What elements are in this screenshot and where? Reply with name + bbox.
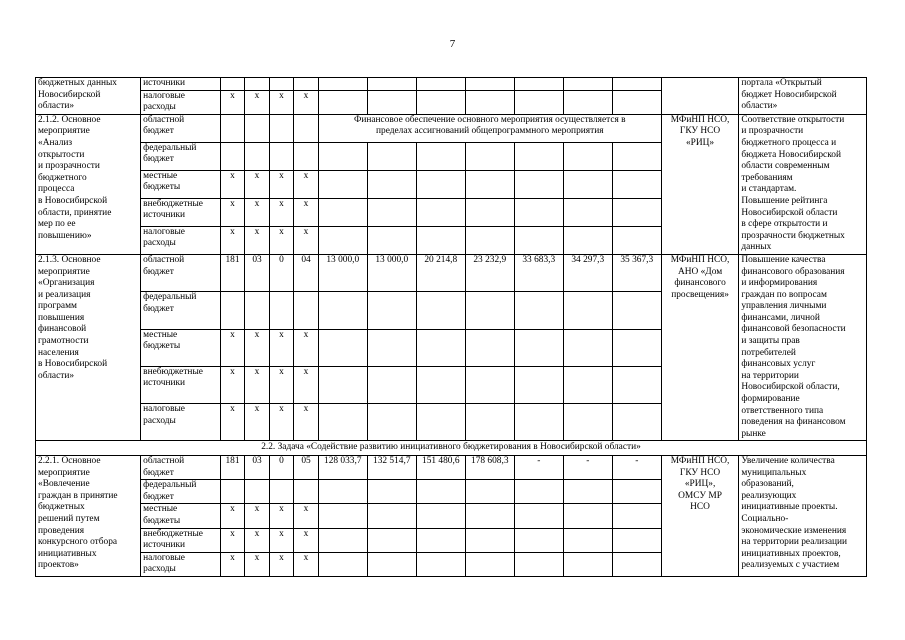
amount-cell <box>563 78 612 91</box>
amount-cell <box>563 366 612 403</box>
event-name-cell: 2.2.1. Основное мероприятие «Вовлечение граждан в принятие бюджетных решений путем проведения конкурсного отбора инициативных проектов» <box>36 456 141 577</box>
amount-cell <box>612 504 661 528</box>
amount-cell <box>514 292 563 329</box>
amount-cell <box>465 90 514 114</box>
code-cell: 0 <box>269 254 294 291</box>
amount-cell <box>465 552 514 576</box>
amount-cell <box>514 78 563 91</box>
amount-cell <box>465 404 514 441</box>
event-name-cell: бюджетных данных Новосибирской области» <box>36 78 141 115</box>
source-cell: налоговые расходы <box>141 226 221 254</box>
source-cell: областной бюджет <box>141 456 221 480</box>
code-cell <box>220 78 245 91</box>
source-cell: внебюджетные источники <box>141 366 221 403</box>
amount-cell: 178 608,3 <box>465 456 514 480</box>
amount-cell <box>514 198 563 226</box>
amount-cell <box>465 528 514 552</box>
code-cell: x <box>220 504 245 528</box>
amount-cell <box>318 366 367 403</box>
amount-cell: - <box>563 456 612 480</box>
amount-cell <box>612 142 661 170</box>
section-row <box>36 441 867 456</box>
amount-cell <box>367 78 416 91</box>
source-cell: областной бюджет <box>141 114 221 142</box>
code-cell: x <box>245 404 270 441</box>
code-cell: x <box>269 198 294 226</box>
amount-cell <box>465 366 514 403</box>
amount-cell: 20 214,8 <box>416 254 465 291</box>
code-cell <box>220 480 245 504</box>
code-cell <box>294 142 319 170</box>
amount-cell <box>367 170 416 198</box>
code-cell <box>294 78 319 91</box>
table-row <box>36 114 867 142</box>
amount-cell <box>416 198 465 226</box>
event-name-cell: 2.1.2. Основное мероприятие «Анализ открытости и прозрачности бюджетного процесса в Новосибирской области, принятие мер по ее повышению» <box>36 114 141 254</box>
code-cell: x <box>294 198 319 226</box>
amount-cell <box>416 552 465 576</box>
amount-cell <box>367 90 416 114</box>
source-cell: внебюджетные источники <box>141 198 221 226</box>
merged-funding-note: Финансовое обеспечение основного мероприятия осуществляется в пределах ассигнований общепрограммного мероприятия <box>318 114 661 142</box>
amount-cell: 128 033,7 <box>318 456 367 480</box>
code-cell <box>220 292 245 329</box>
code-cell <box>269 292 294 329</box>
code-cell: x <box>269 90 294 114</box>
amount-cell <box>563 552 612 576</box>
amount-cell <box>416 78 465 91</box>
amount-cell <box>514 226 563 254</box>
amount-cell <box>514 504 563 528</box>
amount-cell <box>318 78 367 91</box>
amount-cell <box>563 226 612 254</box>
amount-cell: 23 232,9 <box>465 254 514 291</box>
code-cell <box>220 142 245 170</box>
amount-cell <box>612 404 661 441</box>
responsible-cell: МФиНП НСО, ГКУ НСО «РИЦ», ОМСУ МР НСО <box>661 456 739 577</box>
amount-cell <box>612 329 661 366</box>
amount-cell <box>416 528 465 552</box>
code-cell: x <box>245 170 270 198</box>
amount-cell <box>367 480 416 504</box>
amount-cell <box>563 504 612 528</box>
code-cell: x <box>294 504 319 528</box>
responsible-cell: МФиНП НСО, ГКУ НСО «РИЦ» <box>661 114 739 254</box>
amount-cell <box>367 504 416 528</box>
code-cell <box>245 142 270 170</box>
source-cell: налоговые расходы <box>141 90 221 114</box>
amount-cell <box>514 170 563 198</box>
table-row <box>36 254 867 291</box>
source-cell: местные бюджеты <box>141 504 221 528</box>
amount-cell <box>416 480 465 504</box>
code-cell: x <box>245 504 270 528</box>
amount-cell <box>514 552 563 576</box>
amount-cell <box>416 366 465 403</box>
amount-cell <box>416 504 465 528</box>
code-cell: x <box>294 366 319 403</box>
code-cell: x <box>220 404 245 441</box>
code-cell <box>294 480 319 504</box>
amount-cell: 13 000,0 <box>367 254 416 291</box>
code-cell <box>269 78 294 91</box>
source-cell: местные бюджеты <box>141 329 221 366</box>
code-cell: x <box>269 404 294 441</box>
amount-cell <box>318 226 367 254</box>
amount-cell <box>465 78 514 91</box>
amount-cell <box>612 90 661 114</box>
amount-cell <box>367 142 416 170</box>
code-cell: x <box>269 329 294 366</box>
amount-cell <box>318 480 367 504</box>
amount-cell <box>367 404 416 441</box>
amount-cell <box>367 292 416 329</box>
amount-cell <box>367 329 416 366</box>
code-cell: x <box>220 528 245 552</box>
code-cell: x <box>220 226 245 254</box>
section-title: 2.2. Задача «Содействие развитию инициативного бюджетирования в Новосибирской области» <box>36 441 867 456</box>
code-cell: 181 <box>220 254 245 291</box>
code-cell: x <box>245 528 270 552</box>
code-cell: x <box>220 170 245 198</box>
result-cell: Соответствие открытости и прозрачности бюджетного процесса и бюджета Новосибирской области современным требованиям и стандартам. Повышение рейтинга Новосибирской области в сфере открытости и прозрачности бюджетных данных <box>739 114 867 254</box>
amount-cell: 33 683,3 <box>514 254 563 291</box>
code-cell: x <box>294 552 319 576</box>
amount-cell <box>465 170 514 198</box>
amount-cell <box>514 528 563 552</box>
amount-cell <box>367 528 416 552</box>
code-cell: x <box>269 366 294 403</box>
table-body <box>36 78 867 577</box>
amount-cell <box>612 552 661 576</box>
source-cell: федеральный бюджет <box>141 480 221 504</box>
code-cell <box>294 292 319 329</box>
amount-cell <box>318 504 367 528</box>
amount-cell <box>367 552 416 576</box>
code-cell: x <box>245 198 270 226</box>
amount-cell <box>465 226 514 254</box>
code-cell: x <box>220 366 245 403</box>
code-cell: 03 <box>245 254 270 291</box>
amount-cell <box>514 90 563 114</box>
amount-cell <box>318 404 367 441</box>
page-number: 7 <box>449 38 456 50</box>
amount-cell <box>465 292 514 329</box>
amount-cell <box>416 404 465 441</box>
code-cell: x <box>245 226 270 254</box>
amount-cell <box>612 226 661 254</box>
code-cell: x <box>294 329 319 366</box>
responsible-cell <box>661 78 739 115</box>
code-cell <box>245 292 270 329</box>
code-cell: x <box>220 198 245 226</box>
code-cell: x <box>294 90 319 114</box>
code-cell: x <box>294 226 319 254</box>
amount-cell <box>465 504 514 528</box>
code-cell <box>269 142 294 170</box>
amount-cell <box>612 528 661 552</box>
amount-cell <box>416 142 465 170</box>
amount-cell <box>514 366 563 403</box>
code-cell: x <box>269 552 294 576</box>
code-cell: 04 <box>294 254 319 291</box>
amount-cell: 132 514,7 <box>367 456 416 480</box>
code-cell <box>294 114 319 142</box>
result-cell: Повышение качества финансового образования и информирования граждан по вопросам управления личными финансами, личной финансовой безопасности и защиты прав потребителей финансовых услуг на территории Новосибирской области, формирование ответственного типа поведения на финансовом рынке <box>739 254 867 441</box>
amount-cell <box>416 90 465 114</box>
source-cell: внебюджетные источники <box>141 528 221 552</box>
amount-cell <box>367 198 416 226</box>
code-cell: x <box>220 552 245 576</box>
source-cell: налоговые расходы <box>141 552 221 576</box>
amount-cell <box>514 329 563 366</box>
code-cell: x <box>220 90 245 114</box>
source-cell: областной бюджет <box>141 254 221 291</box>
amount-cell: - <box>514 456 563 480</box>
amount-cell <box>612 198 661 226</box>
amount-cell <box>563 480 612 504</box>
event-name-cell: 2.1.3. Основное мероприятие «Организация и реализация программ повышения финансовой грамотности населения в Новосибирской области» <box>36 254 141 441</box>
result-cell: Увеличение количества муниципальных образований, реализующих инициативные проекты. Социально- экономические изменения на территории реализации инициативных проектов, реализуемых с участием <box>739 456 867 577</box>
source-cell: источники <box>141 78 221 91</box>
amount-cell: 34 297,3 <box>563 254 612 291</box>
responsible-cell: МФиНП НСО, АНО «Дом финансового просвещения» <box>661 254 739 441</box>
amount-cell <box>465 480 514 504</box>
amount-cell <box>563 528 612 552</box>
amount-cell <box>318 528 367 552</box>
amount-cell <box>367 366 416 403</box>
amount-cell <box>318 198 367 226</box>
amount-cell <box>465 198 514 226</box>
code-cell: x <box>220 329 245 366</box>
result-cell: портала «Открытый бюджет Новосибирской области» <box>739 78 867 115</box>
amount-cell <box>563 90 612 114</box>
code-cell: x <box>245 90 270 114</box>
amount-cell <box>514 480 563 504</box>
code-cell <box>220 114 245 142</box>
code-cell <box>269 114 294 142</box>
code-cell: x <box>269 504 294 528</box>
amount-cell <box>318 142 367 170</box>
code-cell: x <box>294 404 319 441</box>
amount-cell <box>514 404 563 441</box>
code-cell: 03 <box>245 456 270 480</box>
amount-cell <box>318 292 367 329</box>
source-cell: федеральный бюджет <box>141 142 221 170</box>
amount-cell <box>563 292 612 329</box>
amount-cell: 13 000,0 <box>318 254 367 291</box>
amount-cell <box>416 292 465 329</box>
source-cell: местные бюджеты <box>141 170 221 198</box>
code-cell <box>245 114 270 142</box>
amount-cell: - <box>612 456 661 480</box>
amount-cell <box>318 329 367 366</box>
amount-cell <box>563 170 612 198</box>
code-cell: x <box>269 528 294 552</box>
amount-cell <box>416 226 465 254</box>
table-row <box>36 456 867 480</box>
code-cell <box>245 78 270 91</box>
code-cell: x <box>245 329 270 366</box>
code-cell <box>269 480 294 504</box>
code-cell: 0 <box>269 456 294 480</box>
amount-cell: 35 367,3 <box>612 254 661 291</box>
amount-cell <box>612 78 661 91</box>
amount-cell <box>612 170 661 198</box>
code-cell: x <box>269 170 294 198</box>
amount-cell <box>612 292 661 329</box>
amount-cell <box>563 329 612 366</box>
amount-cell <box>318 552 367 576</box>
code-cell: x <box>245 366 270 403</box>
code-cell <box>245 480 270 504</box>
program-table <box>35 77 867 577</box>
amount-cell <box>514 142 563 170</box>
amount-cell <box>612 480 661 504</box>
amount-cell <box>318 90 367 114</box>
amount-cell <box>416 170 465 198</box>
code-cell: 181 <box>220 456 245 480</box>
code-cell: x <box>269 226 294 254</box>
code-cell: x <box>294 170 319 198</box>
code-cell: 05 <box>294 456 319 480</box>
source-cell: налоговые расходы <box>141 404 221 441</box>
source-cell: федеральный бюджет <box>141 292 221 329</box>
amount-cell <box>612 366 661 403</box>
amount-cell <box>563 198 612 226</box>
amount-cell <box>563 404 612 441</box>
amount-cell <box>465 329 514 366</box>
table-row <box>36 78 867 91</box>
amount-cell <box>318 170 367 198</box>
amount-cell <box>416 329 465 366</box>
amount-cell <box>367 226 416 254</box>
amount-cell: 151 480,6 <box>416 456 465 480</box>
code-cell: x <box>245 552 270 576</box>
code-cell: x <box>294 528 319 552</box>
amount-cell <box>465 142 514 170</box>
amount-cell <box>563 142 612 170</box>
